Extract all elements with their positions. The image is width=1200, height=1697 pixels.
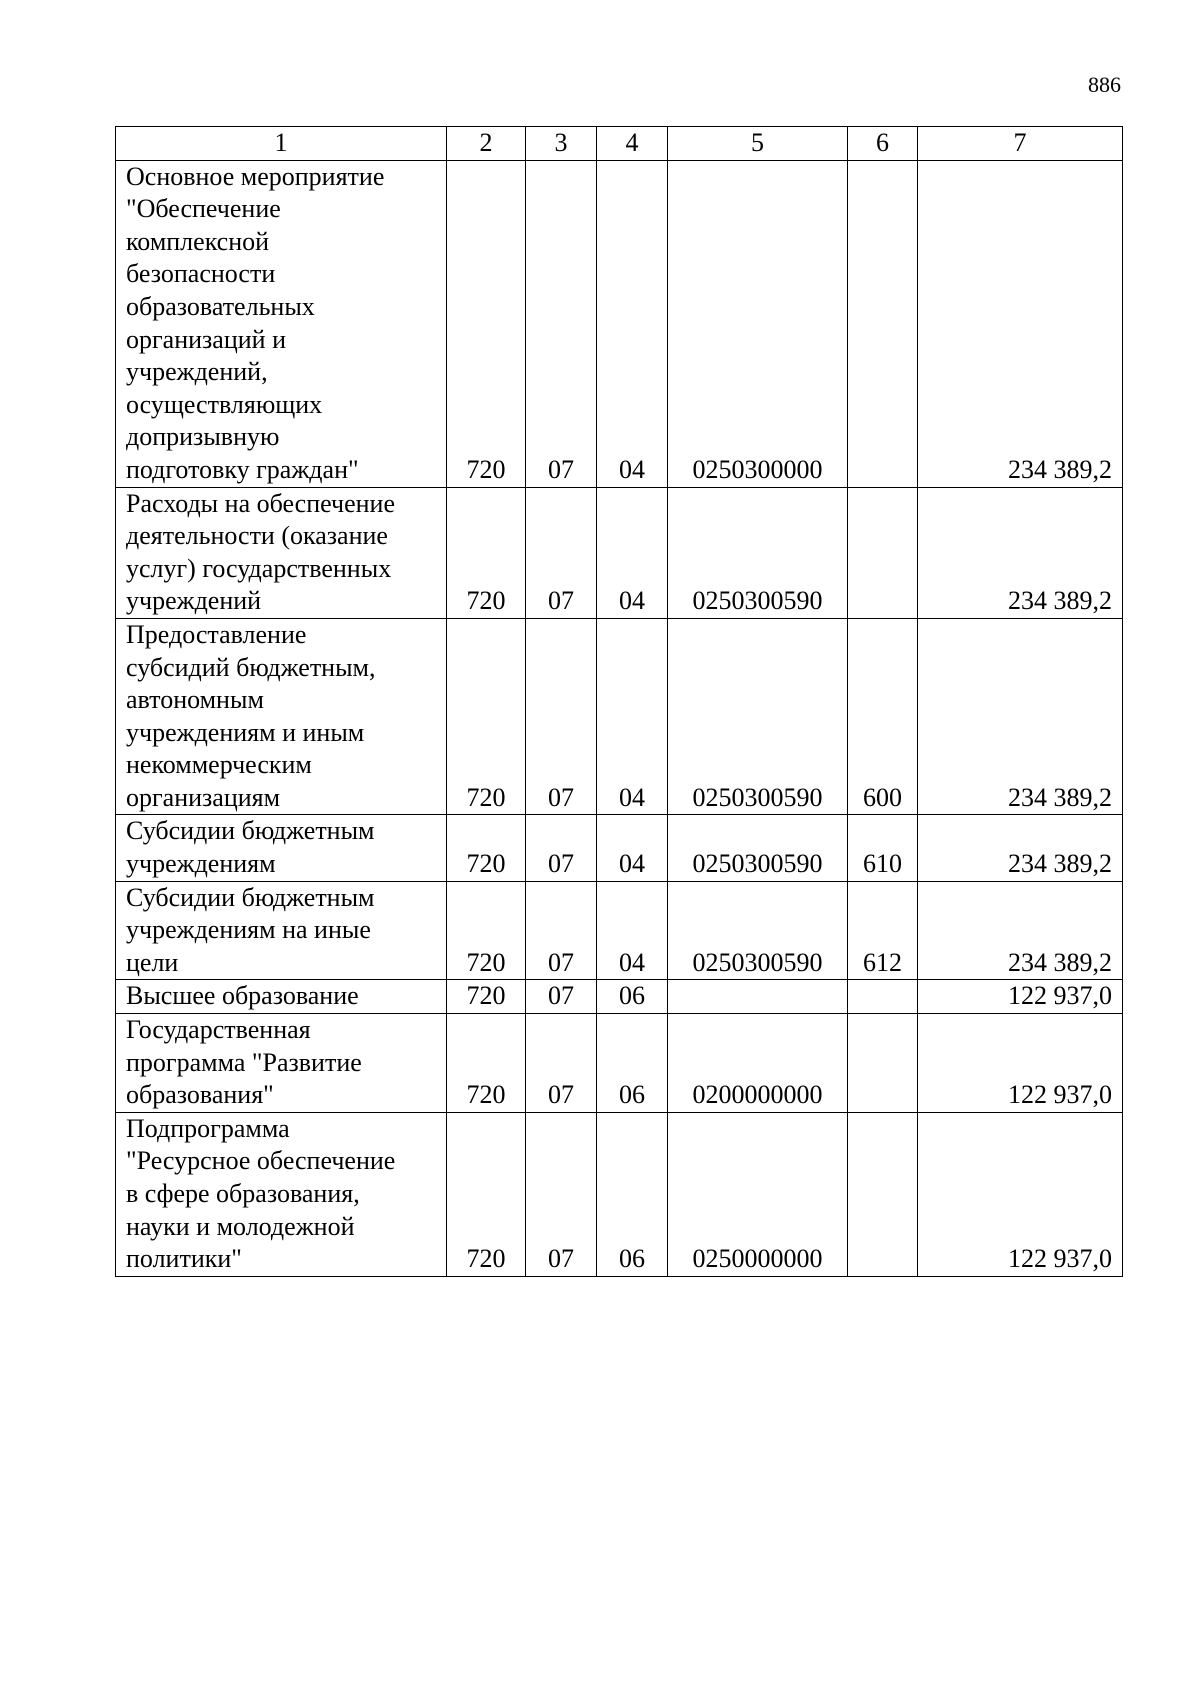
subsection-code-cell: 04 [597, 487, 668, 618]
section-code-cell: 07 [526, 815, 597, 881]
amount-cell: 122 937,0 [918, 980, 1123, 1014]
row-name-cell [116, 160, 447, 487]
expense-type-cell [848, 1014, 918, 1113]
header-cell-7: 7 [918, 127, 1123, 161]
page-number: 886 [1088, 72, 1121, 97]
ministry-code-cell: 720 [447, 1112, 526, 1276]
ministry-code-cell: 720 [447, 980, 526, 1014]
table-row [116, 618, 1123, 815]
amount-cell: 234 389,2 [918, 815, 1123, 881]
table-row [116, 980, 1123, 1014]
section-code-cell: 07 [526, 881, 597, 980]
ministry-code-cell: 720 [447, 881, 526, 980]
row-name-line: учреждений, [126, 357, 268, 387]
ministry-code-cell: 720 [447, 160, 526, 487]
ministry-code-cell: 720 [447, 815, 526, 881]
row-name-cell [116, 980, 447, 1014]
row-name-line: автономным [126, 685, 264, 715]
row-name-line: субсидий бюджетным, [126, 652, 376, 682]
section-code-cell: 07 [526, 980, 597, 1014]
expense-type-cell: 610 [848, 815, 918, 881]
row-name-line: учреждениям и иным [126, 717, 365, 747]
amount-cell: 234 389,2 [918, 618, 1123, 815]
row-name-cell [116, 487, 447, 618]
expense-type-cell: 600 [848, 618, 918, 815]
amount-cell: 234 389,2 [918, 881, 1123, 980]
subsection-code-cell: 04 [597, 160, 668, 487]
expense-type-cell [848, 980, 918, 1014]
expense-type-cell [848, 1112, 918, 1276]
row-name-line: Расходы на обеспечение [126, 488, 396, 518]
header-row [116, 127, 1123, 161]
row-name-cell [116, 1112, 447, 1276]
subsection-code-cell: 04 [597, 618, 668, 815]
row-name-line: программа "Развитие [126, 1047, 362, 1077]
subsection-code-cell: 04 [597, 815, 668, 881]
row-name-line: деятельности (оказание [126, 521, 388, 551]
row-name-line: допризывную [126, 422, 280, 452]
row-name-line: организациям [126, 782, 281, 812]
row-name-line: образования" [126, 1080, 274, 1110]
section-code-cell: 07 [526, 1112, 597, 1276]
expense-type-cell [848, 487, 918, 618]
row-name-line: учреждениям на иные [126, 915, 371, 945]
row-name-line: "Обеспечение [126, 194, 281, 224]
section-code-cell: 07 [526, 487, 597, 618]
row-name-line: услуг) государственных [126, 553, 392, 583]
target-article-cell: 0250300590 [668, 815, 848, 881]
row-name-line: Субсидии бюджетным [126, 816, 375, 846]
row-name-cell [116, 881, 447, 980]
target-article-cell: 0250300000 [668, 160, 848, 487]
row-name-line: Субсидии бюджетным [126, 882, 375, 912]
subsection-code-cell: 06 [597, 1014, 668, 1113]
row-name-line: комплексной [126, 226, 270, 256]
header-cell-1: 1 [116, 127, 447, 161]
ministry-code-cell: 720 [447, 487, 526, 618]
amount-cell: 122 937,0 [918, 1014, 1123, 1113]
target-article-cell [668, 980, 848, 1014]
table-row [116, 1112, 1123, 1276]
amount-cell: 234 389,2 [918, 487, 1123, 618]
ministry-code-cell: 720 [447, 1014, 526, 1113]
section-code-cell: 07 [526, 160, 597, 487]
header-cell-3: 3 [526, 127, 597, 161]
target-article-cell: 0250300590 [668, 618, 848, 815]
table-row [116, 881, 1123, 980]
target-article-cell: 0250300590 [668, 487, 848, 618]
table-row [116, 487, 1123, 618]
row-name-cell [116, 815, 447, 881]
row-name-line: цели [126, 947, 179, 977]
row-name-line: организаций и [126, 324, 286, 354]
row-name-line: в сфере образования, [126, 1179, 360, 1208]
row-name-line: Основное мероприятие [126, 161, 385, 191]
target-article-cell: 0250000000 [668, 1112, 848, 1276]
row-name-line: учреждениям [126, 849, 276, 879]
header-cell-6: 6 [848, 127, 918, 161]
row-name-line: Предоставление [126, 619, 307, 649]
target-article-cell: 0250300590 [668, 881, 848, 980]
table-body [116, 127, 1123, 1277]
header-cell-4: 4 [597, 127, 668, 161]
expense-type-cell [848, 160, 918, 487]
row-name-line: "Ресурсное обеспечение [126, 1146, 396, 1176]
expense-type-cell: 612 [848, 881, 918, 980]
row-name-cell [116, 1014, 447, 1113]
row-name-line: безопасности [126, 259, 276, 289]
amount-cell: 122 937,0 [918, 1112, 1123, 1276]
row-name-cell [116, 618, 447, 815]
row-name-line: политики" [126, 1244, 242, 1274]
row-name-line: науки и молодежной [126, 1211, 355, 1241]
budget-table [115, 126, 1123, 1277]
header-cell-2: 2 [447, 127, 526, 161]
row-name-line: подготовку граждан" [126, 454, 359, 484]
row-name-line: Государственная [126, 1015, 311, 1045]
ministry-code-cell: 720 [447, 618, 526, 815]
header-cell-5: 5 [668, 127, 848, 161]
subsection-code-cell: 04 [597, 881, 668, 980]
table-row [116, 815, 1123, 881]
row-name-line: Высшее образование [126, 981, 359, 1011]
row-name-line: некоммерческим [126, 750, 312, 780]
table-row [116, 160, 1123, 487]
section-code-cell: 07 [526, 1014, 597, 1113]
section-code-cell: 07 [526, 618, 597, 815]
table-row [116, 1014, 1123, 1113]
target-article-cell: 0200000000 [668, 1014, 848, 1113]
row-name-line: осуществляющих [126, 389, 323, 419]
subsection-code-cell: 06 [597, 1112, 668, 1276]
amount-cell: 234 389,2 [918, 160, 1123, 487]
row-name-line: образовательных [126, 291, 315, 321]
row-name-line: учреждений [126, 586, 262, 616]
row-name-line: Подпрограмма [126, 1113, 290, 1143]
subsection-code-cell: 06 [597, 980, 668, 1014]
